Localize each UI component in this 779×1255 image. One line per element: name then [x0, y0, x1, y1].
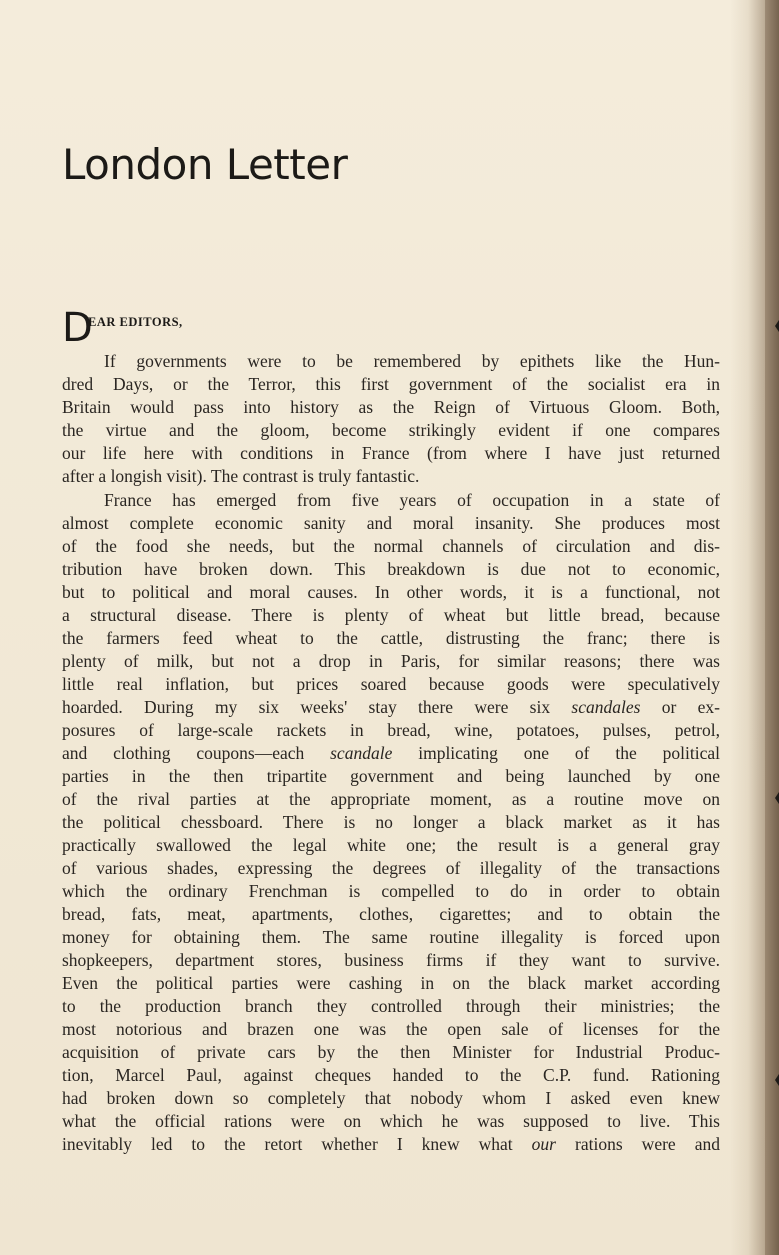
text-line: France has emerged from five years of occupation in a state of — [104, 490, 720, 510]
salutation — [62, 305, 720, 351]
text-line: Even the political parties were cashing in on the black market according — [62, 973, 720, 993]
text-line — [62, 696, 720, 719]
paragraph-1 — [62, 350, 720, 488]
text-line: dred Days, or the Terror, this first government of the socialist era in — [62, 374, 720, 394]
text-segment: hoarded. During my six weeks' stay there were six — [62, 697, 572, 717]
text-line: to the production branch they controlled through their ministries; the — [62, 996, 720, 1016]
text-line: shopkeepers, department stores, business firms if they want to survive. — [62, 950, 720, 970]
text-line: parties in the then tripartite government and being launched by one — [62, 766, 720, 786]
text-line: of the rival parties at the appropriate moment, as a routine move on — [62, 789, 720, 809]
text-line: bread, fats, meat, apartments, clothes, cigarettes; and to obtain the — [62, 904, 720, 924]
italic-term: our — [531, 1134, 556, 1154]
salutation-text: EAR EDITORS, — [88, 315, 183, 329]
italic-term: scandale — [330, 743, 393, 763]
text-line: If governments were to be remembered by epithets like the Hun- — [104, 351, 720, 371]
text-line: after a longish visit). The contrast is truly fantastic. — [62, 466, 420, 486]
text-line: plenty of milk, but not a drop in Paris, for similar reasons; there was — [62, 651, 720, 671]
text-line: the farmers feed wheat to the cattle, distrusting the franc; there is — [62, 628, 720, 648]
text-line: tion, Marcel Paul, against cheques handed to the C.P. fund. Rationing — [62, 1065, 720, 1085]
text-line: a structural disease. There is plenty of wheat but little bread, because — [62, 605, 720, 625]
text-line: almost complete economic sanity and moral insanity. She produces most — [62, 513, 720, 533]
text-segment: implicating one of the political — [392, 743, 720, 763]
text-line: practically swallowed the legal white one; the result is a general gray — [62, 835, 720, 855]
text-line — [62, 742, 720, 765]
paragraph-2 — [62, 489, 720, 1156]
text-line: what the official rations were on which he was supposed to live. This — [62, 1111, 720, 1131]
text-segment: or ex- — [640, 697, 720, 717]
text-line: the political chessboard. There is no longer a black market as it has — [62, 812, 720, 832]
text-segment: rations were and — [555, 1134, 720, 1154]
text-line: acquisition of private cars by the then Minister for Industrial Produc- — [62, 1042, 720, 1062]
text-line: our life here with conditions in France (from where I have just returned — [62, 443, 720, 463]
text-line: had broken down so completely that nobody whom I asked even knew — [62, 1088, 720, 1108]
text-segment: and clothing coupons—each — [62, 743, 331, 763]
text-line: of various shades, expressing the degrees of illegality of the transactions — [62, 858, 720, 878]
text-line: little real inflation, but prices soared because goods were speculatively — [62, 674, 720, 694]
text-line — [62, 1133, 720, 1156]
text-line: the virtue and the gloom, become strikingly evident if one compares — [62, 420, 720, 440]
text-line: tribution have broken down. This breakdown is due not to economic, — [62, 559, 720, 579]
page-title: London Letter — [62, 140, 348, 189]
text-line: Britain would pass into history as the Reign of Virtuous Gloom. Both, — [62, 397, 720, 417]
letter-body — [62, 305, 720, 1156]
text-line: most notorious and brazen one was the open sale of licenses for the — [62, 1019, 720, 1039]
text-line: money for obtaining them. The same routine illegality is forced upon — [62, 927, 720, 947]
drop-cap: D — [62, 305, 93, 351]
text-segment: inevitably led to the retort whether I knew what — [62, 1134, 532, 1154]
text-line: posures of large-scale rackets in bread, wine, potatoes, pulses, petrol, — [62, 720, 720, 740]
text-line: but to political and moral causes. In other words, it is a functional, not — [62, 582, 720, 602]
page-gutter-shadow — [765, 0, 779, 1255]
italic-term: scandales — [571, 697, 641, 717]
text-line: which the ordinary Frenchman is compelled to do in order to obtain — [62, 881, 720, 901]
text-line: of the food she needs, but the normal channels of circulation and dis- — [62, 536, 720, 556]
